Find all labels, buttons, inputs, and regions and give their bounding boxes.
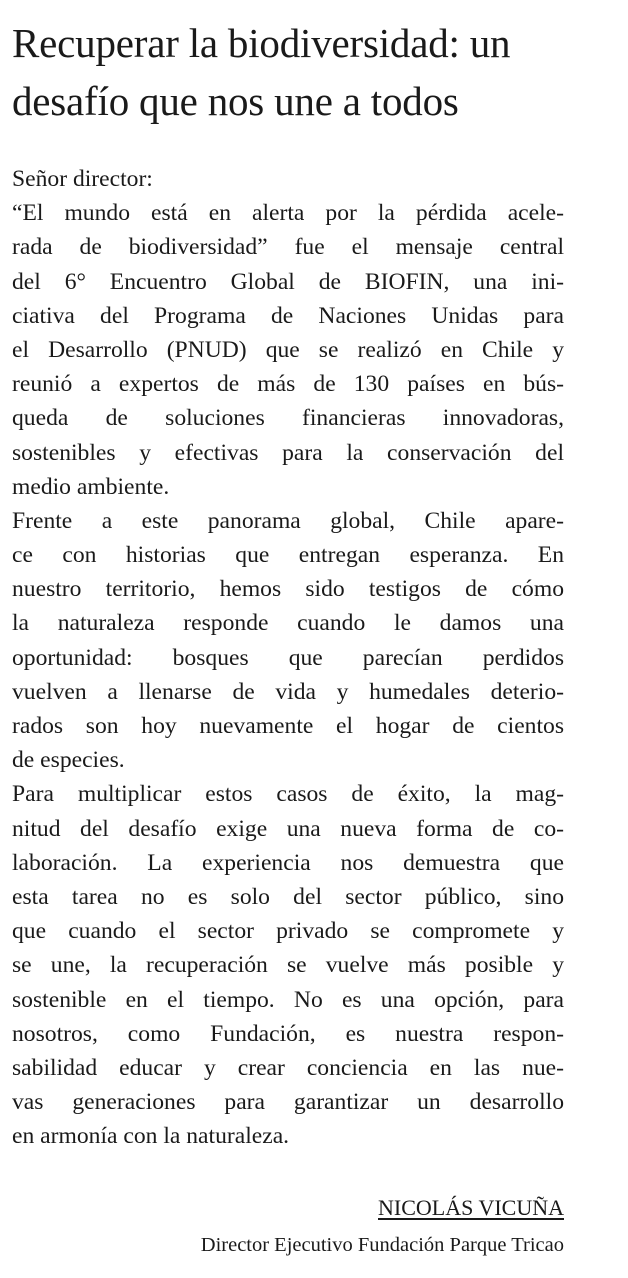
letter-headline [12, 14, 612, 130]
text-line: rados son hoy nuevamente el hogar de cientos [12, 713, 564, 739]
paragraph-2 [12, 504, 564, 778]
headline-line: Recuperar la biodiversidad: un [12, 20, 511, 66]
text-line: sabilidad educar y crear conciencia en las nue- [12, 1054, 564, 1081]
text-line: vas generaciones para garantizar un desarrollo [12, 1089, 564, 1116]
text-line: sostenibles y efectivas para la conservación del [12, 439, 564, 466]
author-role: Director Ejecutivo Fundación Parque Tricao [200, 1234, 564, 1256]
text-line-last: de especies. [12, 747, 125, 774]
text-line: se une, la recuperación se vuelve más posible y [12, 952, 564, 979]
text-line: ce con historias que entregan esperanza. En [12, 542, 564, 569]
text-line: “El mundo está en alerta por la pérdida acele- [12, 200, 564, 227]
text-line: sostenible en el tiempo. No es una opción, para [12, 986, 564, 1013]
text-line: la naturaleza responde cuando le damos una [12, 610, 564, 637]
paragraph-1 [12, 196, 564, 504]
text-line: que cuando el sector privado se compromete y [12, 918, 564, 945]
text-line: laboración. La experiencia nos demuestra que [12, 849, 564, 876]
text-line: Para multiplicar estos casos de éxito, la mag- [12, 781, 564, 808]
text-line: nuestro territorio, hemos sido testigos de cómo [12, 576, 564, 603]
text-line: nitud del desafío exige una nueva forma de co- [12, 815, 564, 842]
text-line: oportunidad: bosques que parecían perdidos [12, 644, 564, 671]
text-line: esta tarea no es solo del sector público, sino [12, 883, 564, 910]
text-line-last: medio ambiente. [12, 473, 170, 500]
author-signature: NICOLÁS VICUÑA [378, 1195, 564, 1220]
text-line: reunió a expertos de más de 130 países en bús- [12, 371, 564, 398]
text-line: rada de biodiversidad” fue el mensaje central [12, 234, 564, 261]
text-line: nosotros, como Fundación, es nuestra respon- [12, 1020, 564, 1047]
letter-body [12, 162, 564, 1153]
paragraph-3 [12, 777, 564, 1153]
text-line: del 6° Encuentro Global de BIOFIN, una ini- [12, 268, 564, 295]
text-line: el Desarrollo (PNUD) que se realizó en Chile y [12, 336, 564, 363]
text-line: vuelven a llenarse de vida y humedales deterio- [12, 678, 564, 705]
text-line: queda de soluciones financieras innovadoras, [12, 405, 564, 432]
text-line: Frente a este panorama global, Chile apare- [12, 507, 564, 534]
text-line: ciativa del Programa de Naciones Unidas para [12, 302, 564, 329]
headline-line: desafío que nos une a todos [12, 78, 459, 124]
salutation: Señor director: [12, 166, 153, 192]
text-line-last: en armonía con la naturaleza. [12, 1123, 290, 1150]
